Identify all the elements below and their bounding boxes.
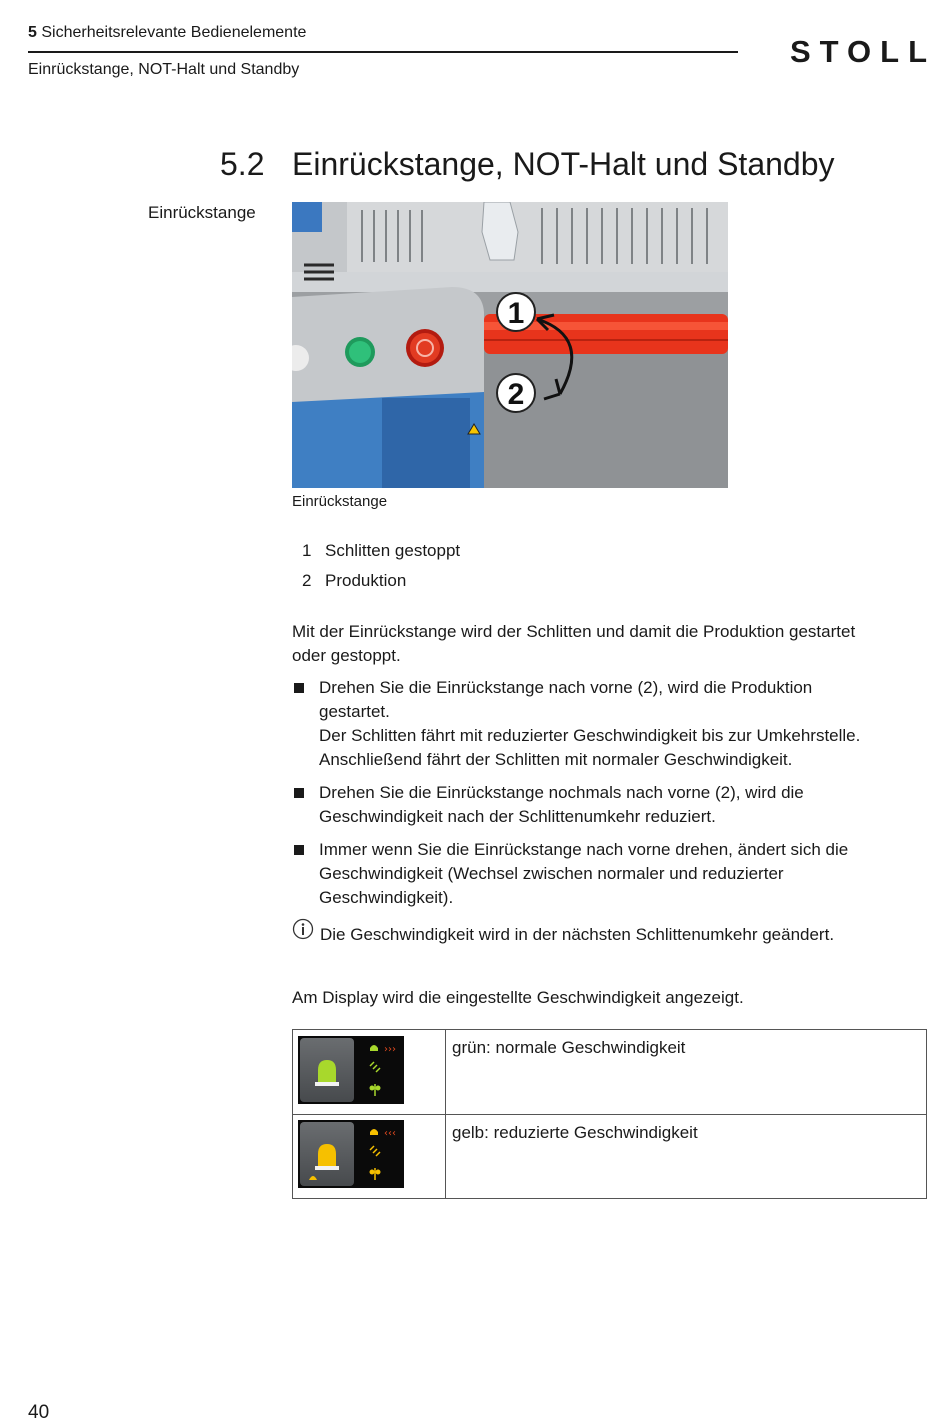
header-rule bbox=[28, 51, 738, 53]
table-row bbox=[293, 1030, 926, 1114]
display-yellow-indicator bbox=[298, 1120, 404, 1188]
intro-line: oder gestoppt. bbox=[292, 646, 401, 665]
machine-photo bbox=[292, 202, 728, 488]
svg-text:‹‹‹: ‹‹‹ bbox=[384, 1128, 396, 1139]
header-chapter bbox=[28, 24, 306, 42]
legend-text: Schlitten gestoppt bbox=[325, 541, 461, 560]
side-label: Einrückstange bbox=[148, 203, 256, 222]
bullet-square-icon bbox=[294, 845, 304, 855]
section-title: Einrückstange, NOT-Halt und Standby bbox=[292, 146, 835, 182]
display-green-indicator bbox=[298, 1036, 404, 1104]
info-note: Die Geschwindigkeit wird in der nächsten Schlittenumkehr geändert. bbox=[320, 925, 835, 944]
bullet-line: Immer wenn Sie die Einrückstange nach vorne drehen, ändert sich die bbox=[319, 840, 849, 859]
table-row bbox=[293, 1115, 926, 1199]
bullet-square-icon bbox=[294, 683, 304, 693]
intro-line: Mit der Einrückstange wird der Schlitten und damit die Produktion gestartet bbox=[292, 622, 856, 641]
legend-item bbox=[302, 571, 602, 595]
header-subtitle: Einrückstange, NOT-Halt und Standby bbox=[28, 61, 300, 78]
callout-2: 2 bbox=[507, 378, 525, 411]
bullet-line: gestartet. bbox=[319, 702, 390, 721]
bullet-line: Drehen Sie die Einrückstange nach vorne (2), wird die Produktion bbox=[319, 678, 813, 697]
legend-item bbox=[302, 541, 602, 565]
speed-table bbox=[292, 1029, 927, 1199]
display-intro: Am Display wird die eingestellte Geschwindigkeit angezeigt. bbox=[292, 988, 744, 1007]
info-icon bbox=[292, 918, 314, 940]
callout-1: 1 bbox=[507, 297, 525, 330]
bullet-square-icon bbox=[294, 788, 304, 798]
bullet-item bbox=[319, 676, 929, 772]
stoll-logo: STOLL bbox=[790, 34, 937, 69]
legend-text: Produktion bbox=[325, 571, 407, 590]
chapter-title: Sicherheitsrelevante Bedienelemente bbox=[41, 24, 307, 41]
bullet-line: Geschwindigkeit nach der Schlittenumkehr reduziert. bbox=[319, 807, 716, 826]
legend-number: 2 bbox=[302, 571, 312, 590]
machine-illustration bbox=[292, 202, 728, 488]
chapter-number: 5 bbox=[28, 24, 37, 41]
bullet-item bbox=[319, 838, 929, 910]
legend-number: 1 bbox=[302, 541, 312, 560]
intro-paragraph bbox=[292, 620, 932, 668]
bullet-line: Anschließend fährt der Schlitten mit normaler Geschwindigkeit. bbox=[319, 750, 793, 769]
bullet-line: Der Schlitten fährt mit reduzierter Geschwindigkeit bis zur Umkehrstelle. bbox=[319, 726, 861, 745]
speed-description: gelb: reduzierte Geschwindigkeit bbox=[452, 1123, 698, 1142]
page-number: 40 bbox=[28, 1402, 50, 1423]
bullet-line: Geschwindigkeit (Wechsel zwischen normaler und reduzierter bbox=[319, 864, 784, 883]
speed-description: grün: normale Geschwindigkeit bbox=[452, 1038, 686, 1057]
section-number: 5.2 bbox=[220, 146, 265, 182]
bullet-line: Geschwindigkeit). bbox=[319, 888, 454, 907]
bullet-line: Drehen Sie die Einrückstange nochmals nach vorne (2), wird die bbox=[319, 783, 804, 802]
bullet-item bbox=[319, 781, 929, 829]
figure-caption: Einrückstange bbox=[292, 493, 388, 510]
svg-text:›››: ››› bbox=[384, 1044, 396, 1055]
